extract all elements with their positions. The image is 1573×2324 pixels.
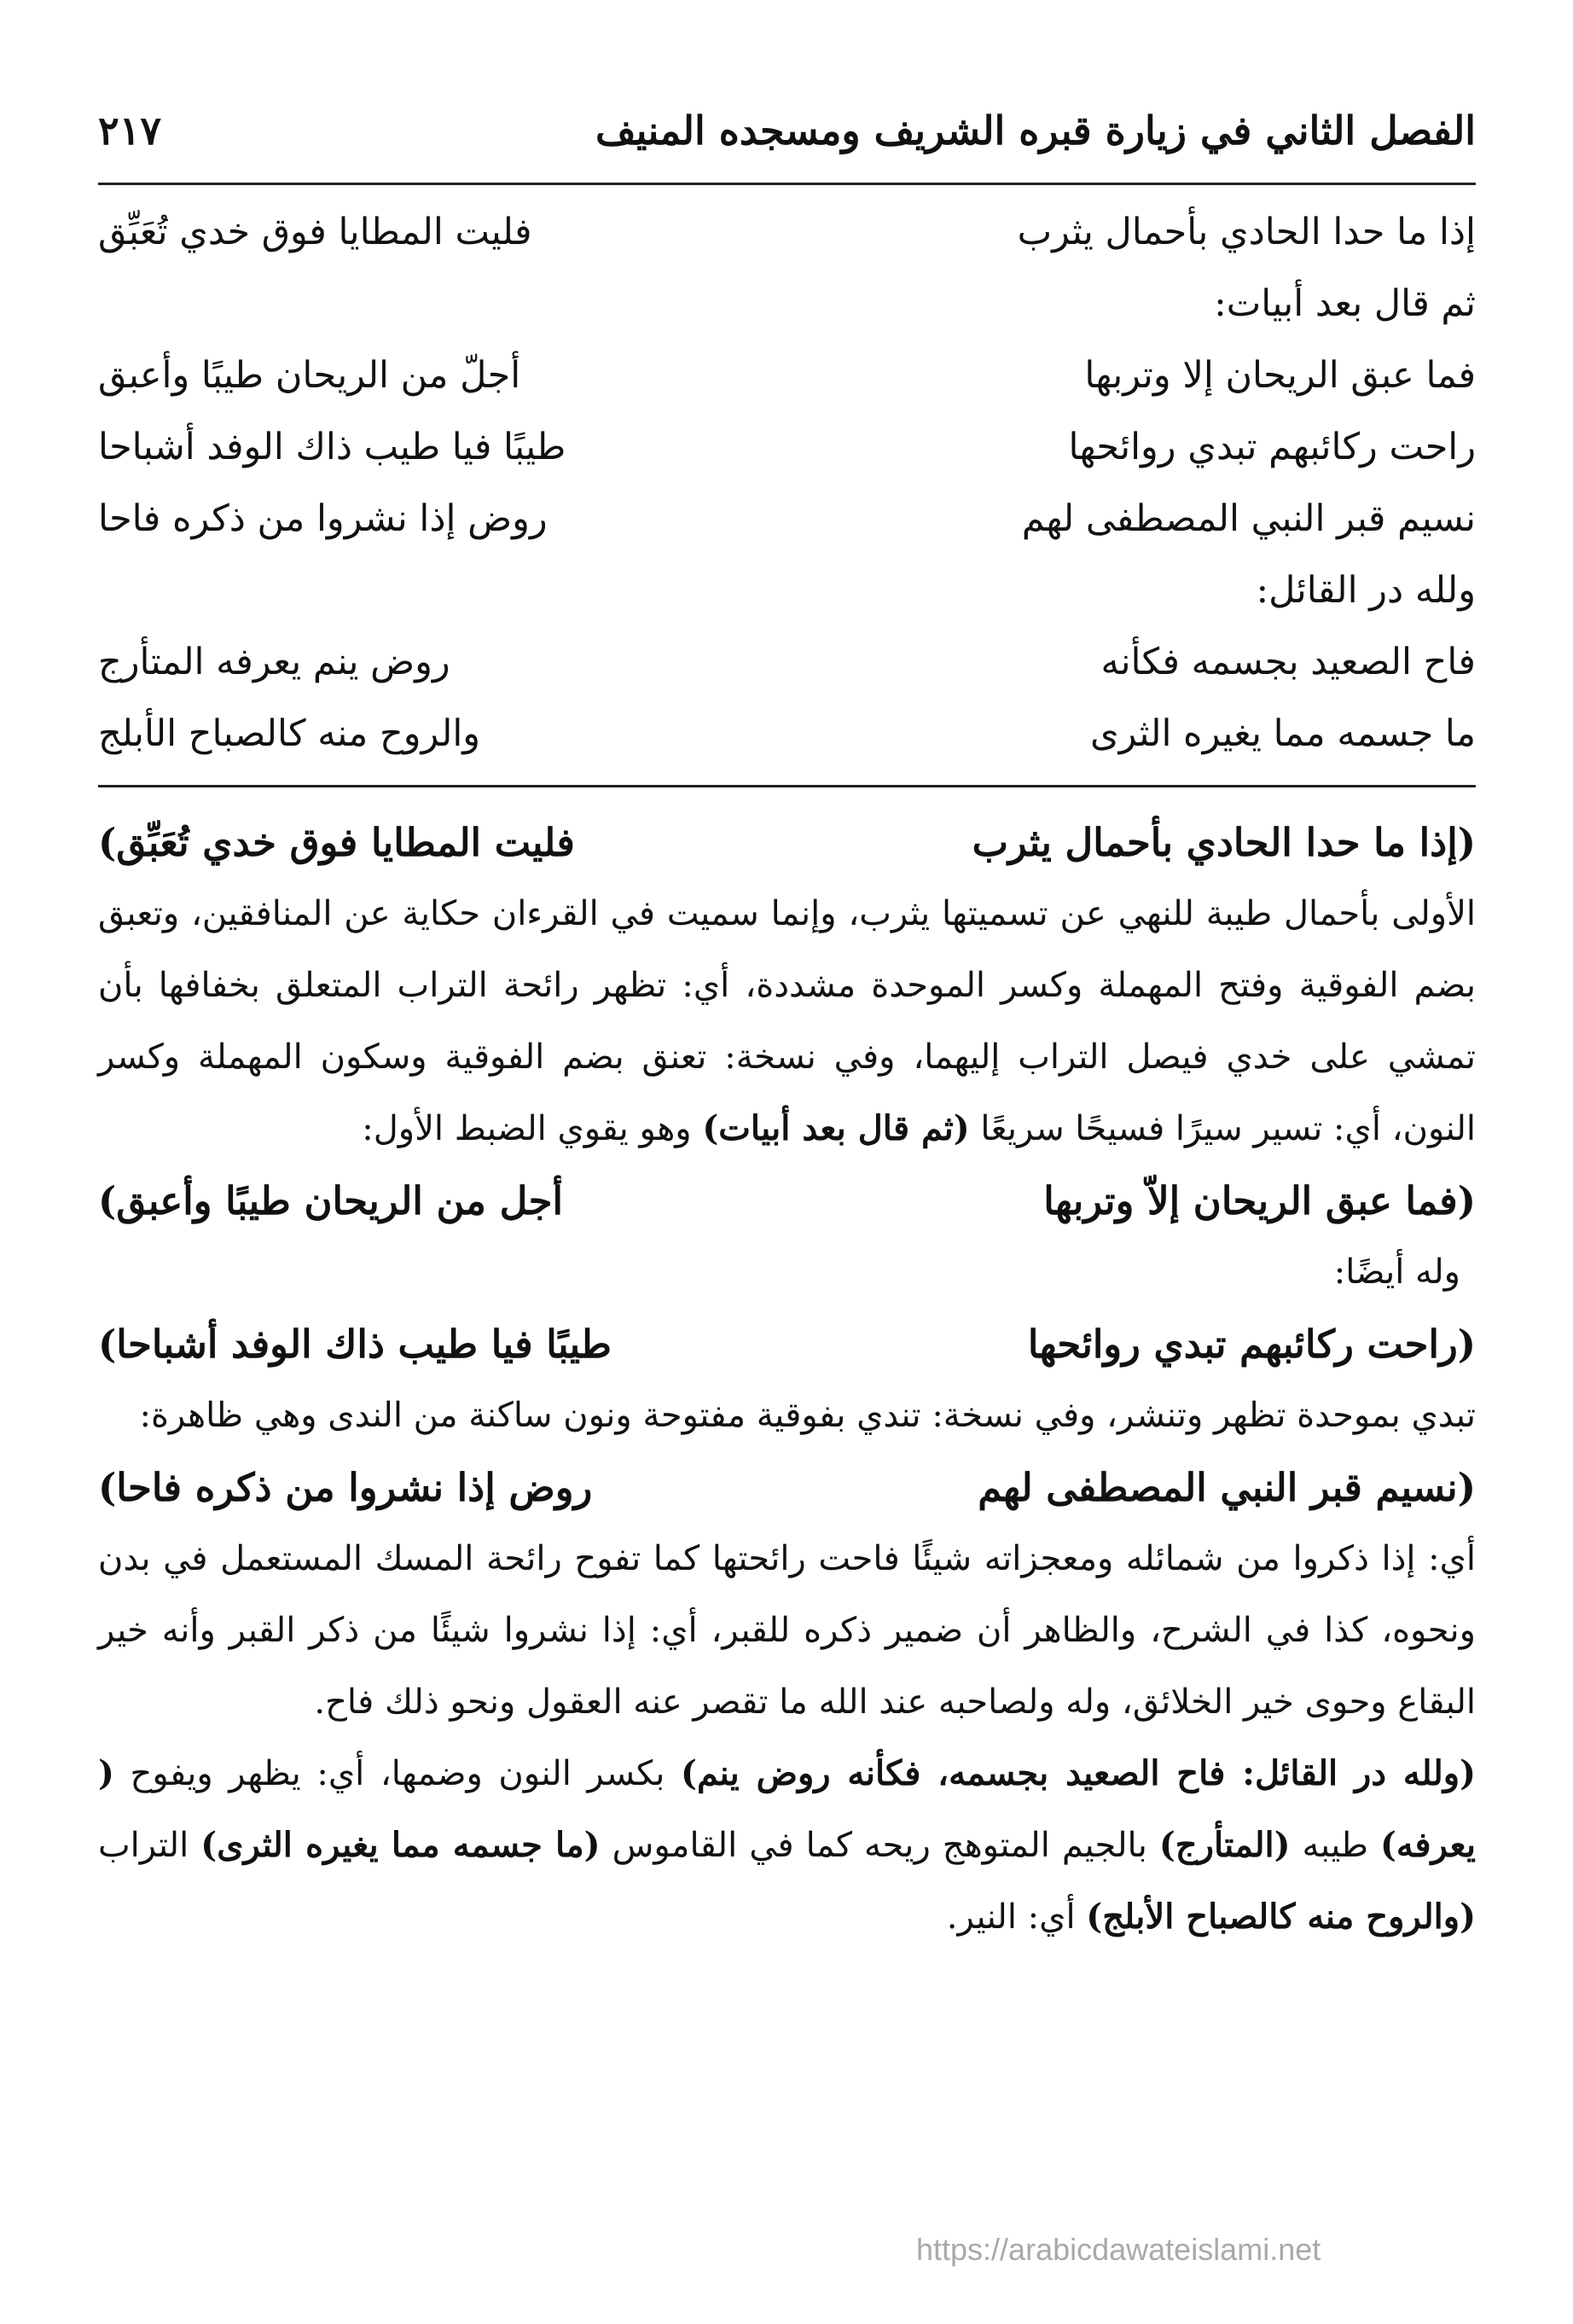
section-divider — [98, 785, 1476, 787]
commentary-paragraph — [98, 1738, 1476, 1953]
verse-second-hemistich: طيبًا فيا طيب ذاك الوفد أشباحا — [98, 426, 566, 468]
paragraph-quote: (ما جسمه مما يغيره الثرى) — [200, 1825, 601, 1865]
paragraph-text: أي: النير. — [946, 1897, 1087, 1937]
poem-intro: ولله در القائل: — [1256, 569, 1476, 612]
chapter-title: الفصل الثاني في زيارة قبره الشريف ومسجده المنيف — [595, 107, 1476, 154]
paragraph-text: الأولى بأحمال طيبة للنهي عن تسميتها يثرب، وإنما سميت في القرءان حكاية عن المنافقين، وتعبق بضم الفوقية وفتح المهملة وكسر الموحدة مشددة، أي: تظهر رائحة التراب المتعلق بخفافها بأن تمشي على خدي فيصل التراب إليهما، وفي نسخة: تعنق بضم الفوقية وسكون المهملة وكسر النون، أي: تسير سيرًا فسيحًا سريعًا — [98, 894, 1476, 1148]
poem-section — [98, 196, 1476, 770]
watermark-url: https://arabicdawateislami.net — [916, 2232, 1321, 2267]
verse-second-hemistich: أجل من الريحان طيبًا وأعبق) — [98, 1177, 563, 1223]
poem-verse — [98, 626, 1476, 698]
verse-second-hemistich: فليت المطايا فوق خدي تُعَبِّق — [98, 211, 532, 253]
paragraph-text: التراب — [98, 1826, 201, 1865]
verse-first-hemistich: (إذا ما حدا الحادي بأحمال يثرب — [972, 819, 1476, 865]
poem-verse — [98, 483, 1476, 555]
commentary-paragraph: تبدي بموحدة تظهر وتنشر، وفي نسخة: تندي بفوقية مفتوحة ونون ساكنة من الندى وهي ظاهرة: — [139, 1396, 1476, 1435]
verse-second-hemistich: روض إذا نشروا من ذكره فاحا) — [98, 1464, 593, 1510]
poem-verse — [98, 411, 1476, 483]
commentary-verse — [98, 1308, 1476, 1380]
verse-second-hemistich: روض ينم يعرفه المتأرج — [98, 641, 450, 683]
verse-second-hemistich: والروح منه كالصباح الأبلج — [98, 712, 481, 755]
verse-second-hemistich: روض إذا نشروا من ذكره فاحا — [98, 497, 548, 540]
commentary-verse — [98, 1165, 1476, 1236]
commentary-paragraph: أي: إذا ذكروا من شمائله ومعجزاته شيئًا فاحت رائحتها كما تفوح رائحة المسك المستعمل في بدن ونحوه، كذا في الشرح، والظاهر أن ضمير ذكره للقبر، أي: إذا نشروا شيئًا من ذكر القبر وأنه خير البقاع وحوى خير الخلائق، وله ولصاحبه عند الله ما تقصر عنه العقول ونحو ذلك فاح. — [98, 1539, 1476, 1722]
paragraph-quote: (المتأرج) — [1158, 1825, 1291, 1865]
verse-first-hemistich: إذا ما حدا الحادي بأحمال يثرب — [1017, 211, 1476, 253]
commentary-verse — [98, 806, 1476, 878]
poem-verse — [98, 340, 1476, 411]
poem-verse — [98, 196, 1476, 268]
verse-first-hemistich: (راحت ركائبهم تبدي روائحها — [1027, 1321, 1476, 1367]
page-number: ٢١٧ — [98, 107, 162, 154]
paragraph-quote: (ولله در القائل: فاح الصعيد بجسمه، فكأنه روض ينم) — [681, 1753, 1476, 1793]
page-header — [98, 102, 1476, 196]
paragraph-text: طيبه — [1290, 1826, 1380, 1865]
poem-intro: ثم قال بعد أبيات: — [1214, 282, 1476, 325]
verse-first-hemistich: فاح الصعيد بجسمه فكأنه — [1100, 641, 1476, 683]
verse-first-hemistich: (نسيم قبر النبي المصطفى لهم — [978, 1464, 1476, 1510]
verse-first-hemistich: نسيم قبر النبي المصطفى لهم — [1021, 497, 1476, 540]
commentary-paragraph — [98, 878, 1476, 1165]
paragraph-text: وهو يقوي الضبط الأول: — [362, 1109, 703, 1148]
paragraph-text: بكسر النون وضمها، أي: يظهر ويفوح — [113, 1754, 682, 1793]
page — [98, 102, 1476, 1953]
verse-first-hemistich: راحت ركائبهم تبدي روائحها — [1068, 426, 1476, 468]
verse-second-hemistich: فليت المطايا فوق خدي تُعَبِّق) — [98, 819, 575, 865]
commentary-intro: وله أيضًا: — [1333, 1252, 1460, 1292]
commentary-section — [98, 806, 1476, 1953]
commentary-verse — [98, 1451, 1476, 1523]
verse-second-hemistich: طيبًا فيا طيب ذاك الوفد أشباحا) — [98, 1321, 612, 1367]
paragraph-quote: ( يعرفه) — [98, 1753, 1476, 1865]
paragraph-quote: (والروح منه كالصباح الأبلج) — [1086, 1897, 1476, 1937]
verse-first-hemistich: (فما عبق الريحان إلاّ وتربها — [1043, 1177, 1476, 1223]
poem-verse — [98, 698, 1476, 770]
verse-first-hemistich: ما جسمه مما يغيره الثرى — [1089, 712, 1476, 755]
verse-first-hemistich: فما عبق الريحان إلا وتربها — [1084, 354, 1476, 397]
header-rule — [98, 183, 1476, 185]
verse-second-hemistich: أجلّ من الريحان طيبًا وأعبق — [98, 354, 521, 397]
paragraph-text: بالجيم المتوهج ريحه كما في القاموس — [600, 1826, 1159, 1865]
paragraph-quote: (ثم قال بعد أبيات) — [702, 1108, 970, 1148]
